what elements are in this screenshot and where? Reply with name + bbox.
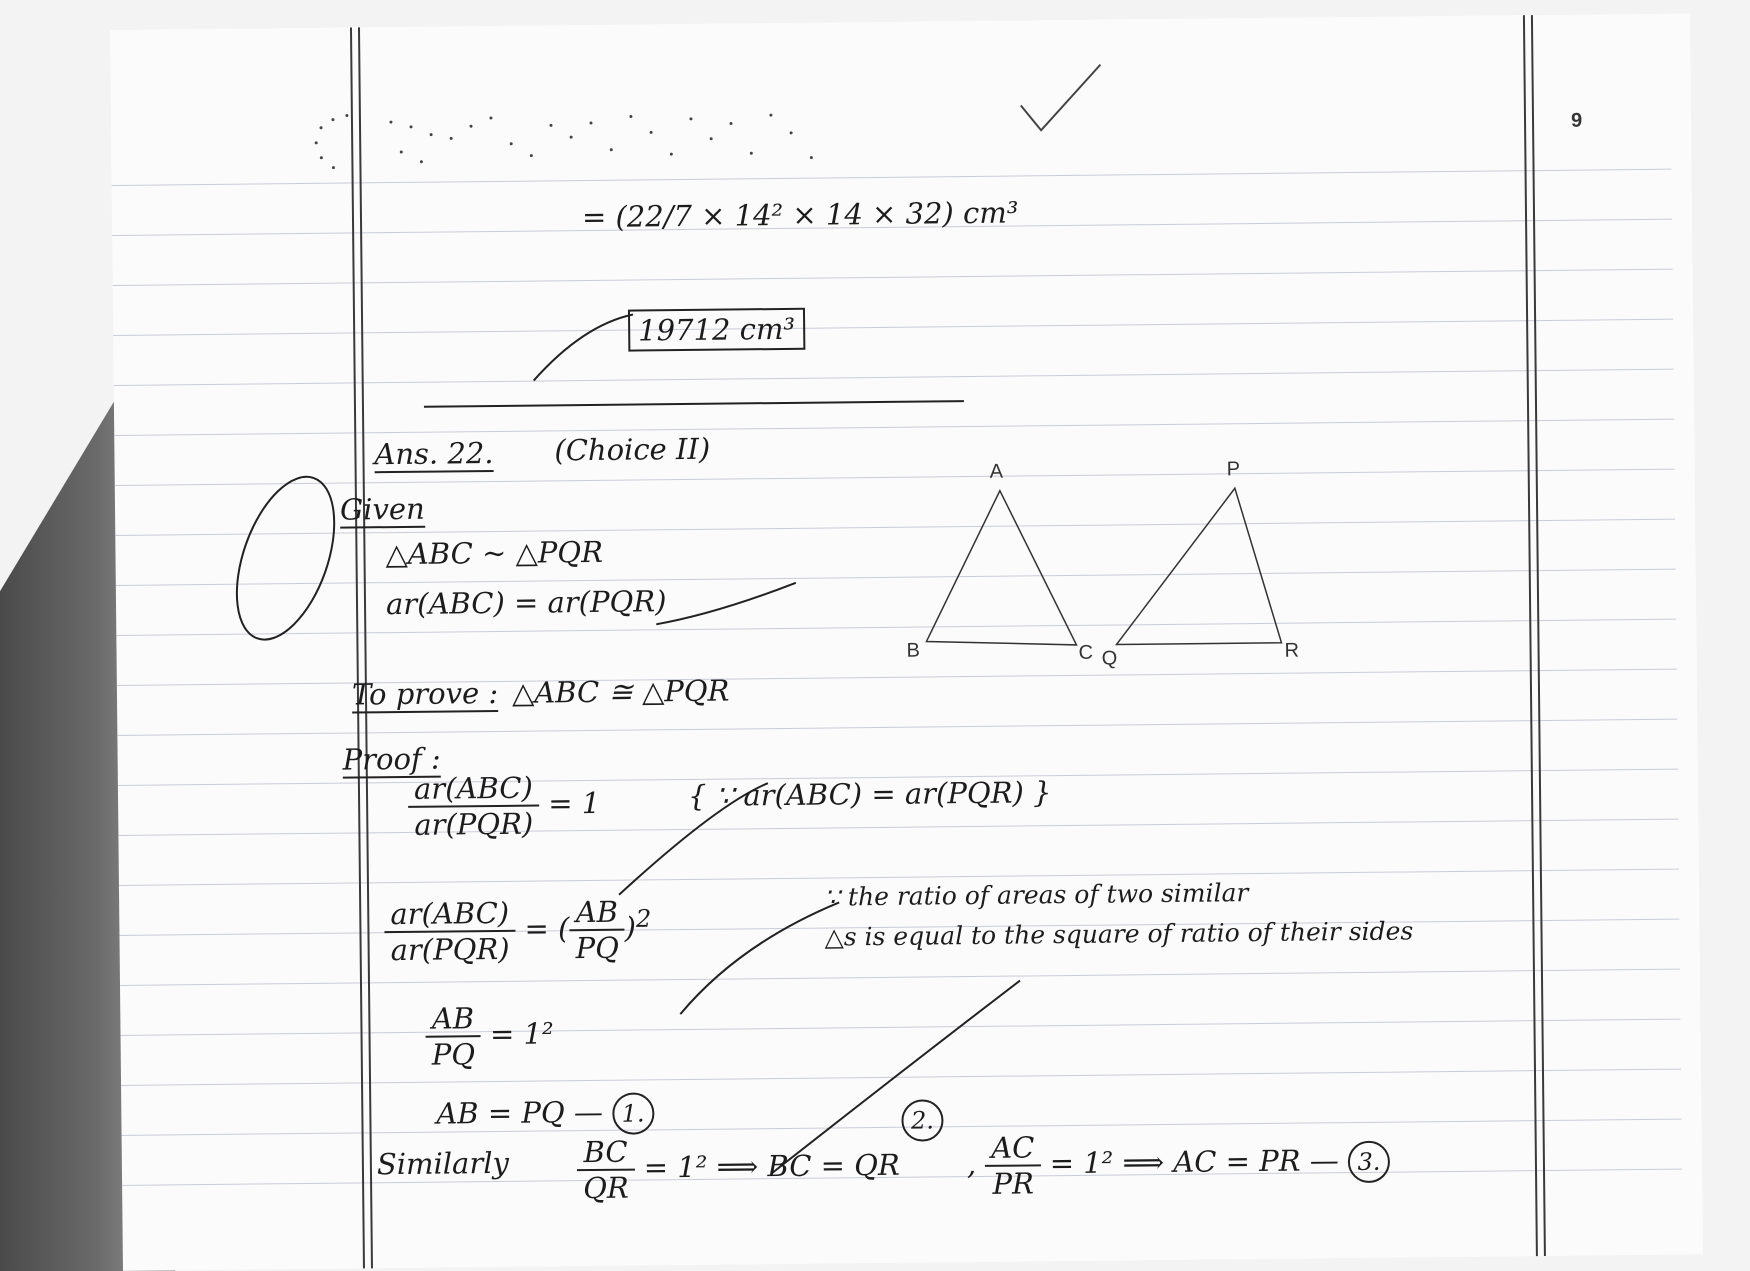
notebook-page bbox=[110, 13, 1703, 1270]
step3-rhs: = 1² bbox=[489, 1016, 554, 1052]
step4-text: AB = PQ — bbox=[436, 1094, 604, 1131]
proof-step-3 bbox=[425, 1000, 554, 1071]
ratio2-numerator: ar(ABC) bbox=[384, 896, 515, 933]
proof-step-1 bbox=[408, 770, 601, 842]
similarly-ac: , $\frac{AC}{PR}$ = 1² ⟹ AC = PR — 3. bbox=[967, 1127, 1391, 1201]
proof-step-2: $\frac{\text{ar(ABC)}}{\text{ar(PQR)}}$ = ( $\frac{AB}{PQ}$ )$^2$ bbox=[384, 894, 652, 967]
vertex-b: B bbox=[906, 639, 921, 662]
ratio2-rhs-numerator: AB bbox=[569, 895, 625, 932]
similarly-bc bbox=[577, 1132, 901, 1205]
tag-2-wrap bbox=[901, 1099, 943, 1141]
choice-label: (Choice II) bbox=[554, 431, 711, 468]
equation-tag-2: 2. bbox=[901, 1099, 943, 1141]
volume-expression: = (22/7 × 14² × 14 × 32) cm³ bbox=[581, 195, 1019, 235]
equation-tag-3: 3. bbox=[1348, 1141, 1390, 1183]
proof-label: Proof : bbox=[342, 741, 441, 777]
bc-result: = 1² ⟹ BC = QR bbox=[643, 1147, 900, 1185]
reason-2-line-1: ∵ the ratio of areas of two similar bbox=[823, 878, 1249, 912]
reason-1: { ∵ ar(ABC) = ar(PQR) } bbox=[687, 775, 1052, 813]
volume-result: 19712 cm³ bbox=[628, 308, 805, 352]
given-label: Given bbox=[339, 491, 425, 527]
given-similarity: △ABC ~ △PQR bbox=[385, 534, 604, 572]
step3-denominator: PQ bbox=[431, 1037, 476, 1072]
step3-numerator: AB bbox=[425, 1001, 481, 1038]
reason-2-line-2: △s is equal to the square of ratio of their sides bbox=[824, 916, 1414, 952]
vertex-c: C bbox=[1078, 641, 1094, 664]
vertex-r: R bbox=[1284, 639, 1300, 662]
ratio1-numerator: ar(ABC) bbox=[408, 771, 539, 808]
ratio2-power: 2 bbox=[635, 904, 652, 933]
ac-denominator: PR bbox=[992, 1166, 1034, 1201]
ac-numerator: AC bbox=[985, 1130, 1041, 1167]
triangle-abc bbox=[925, 490, 1077, 647]
ratio2-denominator: ar(PQR) bbox=[390, 931, 510, 968]
to-prove-label: To prove : bbox=[351, 675, 499, 712]
answer-heading: Ans. 22. bbox=[374, 436, 494, 472]
page-number: 9 bbox=[1570, 109, 1583, 132]
vertex-a: A bbox=[989, 460, 1004, 483]
ac-result: = 1² ⟹ AC = PR — bbox=[1049, 1143, 1339, 1181]
vertex-q: Q bbox=[1101, 647, 1118, 670]
ratio1-equals: = 1 bbox=[548, 785, 601, 821]
bc-denominator: QR bbox=[582, 1170, 629, 1206]
proof-step-4 bbox=[436, 1092, 654, 1136]
ratio2-rhs-denominator: PQ bbox=[575, 930, 620, 966]
ratio1-denominator: ar(PQR) bbox=[414, 806, 534, 842]
to-prove-statement: △ABC ≅ △PQR bbox=[511, 673, 730, 710]
similarly-label: Similarly bbox=[376, 1145, 510, 1182]
equation-tag-1: 1. bbox=[612, 1092, 654, 1134]
given-equal-area: ar(ABC) = ar(PQR) bbox=[385, 584, 667, 622]
bc-numerator: BC bbox=[577, 1135, 635, 1172]
vertex-p: P bbox=[1226, 458, 1241, 481]
triangle-pqr bbox=[1115, 488, 1282, 645]
